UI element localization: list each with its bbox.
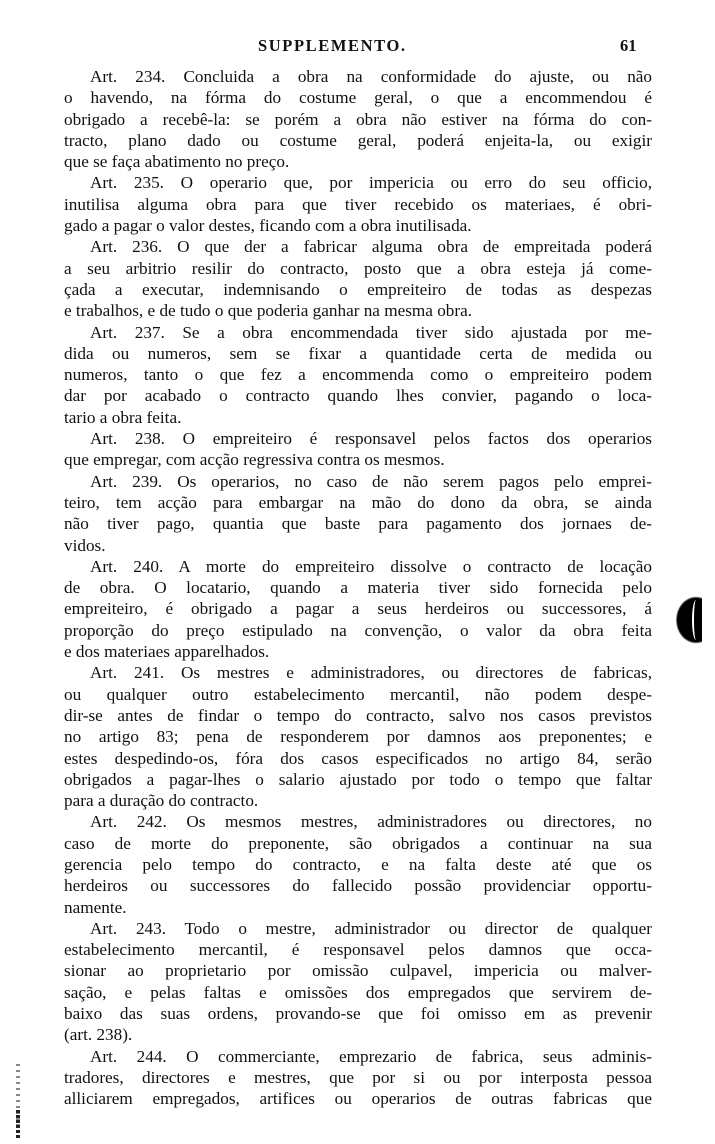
- line-text: estes despedindo-os, fóra dos casos especificados no artigo 84, serão: [64, 748, 652, 768]
- text-line: [64, 918, 652, 939]
- line-text: estabelecimento mercantil, é responsavel pelos damnos que occa-: [64, 940, 652, 960]
- line-text: dir-se antes de findar o tempo do contracto, salvo nos casos previstos: [64, 705, 652, 725]
- line-text: para a duração do contracto.: [64, 791, 259, 811]
- text-line: [64, 875, 652, 896]
- article-number: Art. 239.: [90, 471, 163, 491]
- line-text: sionar ao proprietario por omissão culpavel, impericia ou malver-: [64, 961, 652, 981]
- text-line: [64, 705, 652, 726]
- article-234: [64, 66, 652, 172]
- text-line: [64, 982, 652, 1003]
- line-text: sação, e pelas faltas e omissões dos empregados que servirem de-: [64, 982, 652, 1002]
- article-number: Art. 244.: [90, 1046, 167, 1066]
- line-text: (art. 238).: [64, 1025, 133, 1045]
- line-text: O operario que, por impericia ou erro do seu officio,: [180, 173, 652, 193]
- article-240: [64, 556, 652, 662]
- line-text: ou qualquer outro estabelecimento mercantil, não podem despe-: [64, 684, 652, 704]
- running-title: SUPPLEMENTO.: [258, 36, 407, 55]
- text-line: [64, 939, 652, 960]
- text-line: [64, 1024, 652, 1045]
- scan-margin-marks-dark: [16, 1110, 20, 1140]
- article-236: [64, 236, 652, 321]
- line-text: caso de morte do preponente, são obrigados a continuar na sua: [64, 833, 652, 853]
- text-line: [64, 662, 652, 683]
- article-239: [64, 471, 652, 556]
- article-number: Art. 235.: [90, 173, 164, 193]
- line-text: numeros, tanto o que fez a encommenda como o empreiteiro podem: [64, 365, 652, 385]
- text-line: [64, 194, 652, 215]
- text-line: [64, 449, 652, 470]
- line-text: no artigo 83; pena de responderem por damnos aos preponentes; e: [64, 727, 652, 747]
- page-header: [0, 36, 715, 58]
- text-line: [64, 109, 652, 130]
- text-line: [64, 833, 652, 854]
- article-238: [64, 428, 652, 471]
- line-text: a seu arbitrio resilir do contracto, posto que a obra esteja já come-: [64, 258, 652, 278]
- article-number: Art. 238.: [90, 429, 165, 449]
- text-line: [64, 598, 652, 619]
- article-number: Art. 242.: [90, 812, 167, 832]
- text-line: [64, 1067, 652, 1088]
- text-line: [64, 66, 652, 87]
- text-line: [64, 1088, 652, 1109]
- text-line: [64, 854, 652, 875]
- text-line: [64, 151, 652, 172]
- line-text: que empregar, com acção regressiva contra os mesmos.: [64, 450, 445, 470]
- text-line: [64, 300, 652, 321]
- line-text: Os operarios, no caso de não serem pagos pelo emprei-: [177, 471, 652, 491]
- line-text: O empreiteiro é responsavel pelos factos dos operarios: [182, 429, 652, 449]
- line-text: obrigado a recebê-la: se porém a obra não estiver na fórma do con-: [64, 109, 652, 129]
- text-line: [64, 556, 652, 577]
- article-237: [64, 322, 652, 428]
- page-body: [64, 66, 652, 1110]
- text-line: [64, 577, 652, 598]
- text-line: [64, 790, 652, 811]
- text-line: [64, 811, 652, 832]
- article-241: [64, 662, 652, 811]
- text-line: [64, 215, 652, 236]
- line-text: O commerciante, emprezario de fabrica, seus adminis-: [186, 1046, 652, 1066]
- line-text: tracto, plano dado ou costume geral, poderá enjeita-la, ou exigir: [64, 130, 652, 150]
- line-text: Concluida a obra na conformidade do ajuste, ou não: [183, 67, 653, 86]
- article-number: Art. 243.: [90, 918, 167, 938]
- page-number: 61: [620, 36, 637, 55]
- line-text: dida ou numeros, sem se fixar a quantidade certa de medida ou: [64, 343, 652, 363]
- line-text: Os mesmos mestres, administradores ou directores, no: [186, 812, 652, 832]
- text-line: [64, 492, 652, 513]
- text-line: [64, 130, 652, 151]
- text-line: [64, 620, 652, 641]
- line-text: namente.: [64, 897, 127, 917]
- text-line: [64, 769, 652, 790]
- text-line: [64, 428, 652, 449]
- text-line: [64, 1046, 652, 1067]
- line-text: alliciarem empregados, artifices ou operarios de outras fabricas que: [64, 1089, 652, 1109]
- line-text: gerencia pelo tempo do contracto, e na falta deste até que os: [64, 854, 652, 874]
- article-244: [64, 1046, 652, 1110]
- line-text: tradores, directores e mestres, que por si ou por interposta pessoa: [64, 1067, 652, 1087]
- article-number: Art. 241.: [90, 663, 165, 683]
- text-line: [64, 641, 652, 662]
- line-text: que se faça abatimento no preço.: [64, 152, 290, 172]
- line-text: de obra. O locatario, quando a materia tiver sido fornecida pelo: [64, 578, 652, 598]
- line-text: A morte do empreiteiro dissolve o contracto de locação: [178, 556, 652, 576]
- line-text: herdeiros ou successores do fallecido possão providenciar opportu-: [64, 876, 652, 896]
- line-text: e dos materiaes apparelhados.: [64, 642, 270, 662]
- article-number: Art. 236.: [90, 237, 163, 257]
- text-line: [64, 385, 652, 406]
- scan-edge-artifact: [672, 592, 702, 648]
- line-text: empreiteiro, é obrigado a pagar a seus herdeiros ou successores, á: [64, 599, 652, 619]
- line-text: Todo o mestre, administrador ou director de qualquer: [184, 918, 652, 938]
- text-line: [64, 172, 652, 193]
- line-text: baixo das suas ordens, provando-se que foi omisso em as prevenir: [64, 1004, 652, 1024]
- text-line: [64, 364, 652, 385]
- text-line: [64, 748, 652, 769]
- line-text: tario a obra feita.: [64, 407, 182, 427]
- text-line: [64, 897, 652, 918]
- article-number: Art. 240.: [90, 556, 164, 576]
- article-number: Art. 237.: [90, 322, 165, 342]
- line-text: Os mestres e administradores, ou directores de fabricas,: [180, 663, 652, 683]
- text-line: [64, 322, 652, 343]
- article-243: [64, 918, 652, 1046]
- text-line: [64, 960, 652, 981]
- text-line: [64, 726, 652, 747]
- article-number: Art. 234.: [90, 67, 166, 86]
- line-text: obrigados a pagar-lhes o salario ajustado por todo o tempo que faltar: [64, 769, 652, 789]
- text-line: [64, 407, 652, 428]
- line-text: proporção do preço estipulado na convenção, o valor da obra feita: [64, 620, 652, 640]
- line-text: O que der a fabricar alguma obra de empreitada poderá: [177, 237, 653, 257]
- line-text: çada a executar, indemnisando o empreiteiro de todas as despezas: [64, 279, 652, 299]
- text-line: [64, 513, 652, 534]
- line-text: inutilisa alguma obra para que tiver recebido os materiaes, é obri-: [64, 194, 652, 214]
- text-line: [64, 471, 652, 492]
- line-text: teiro, tem acção para embargar na mão do dono da obra, se ainda: [64, 492, 652, 512]
- text-line: [64, 279, 652, 300]
- text-line: [64, 343, 652, 364]
- text-line: [64, 535, 652, 556]
- line-text: vidos.: [64, 535, 106, 555]
- text-line: [64, 684, 652, 705]
- line-text: Se a obra encommendada tiver sido ajustada por me-: [182, 322, 652, 342]
- article-242: [64, 811, 652, 917]
- line-text: gado a pagar o valor destes, ficando com a obra inutilisada.: [64, 216, 472, 236]
- line-text: dar por acabado o contracto quando lhes convier, pagando o loca-: [64, 386, 652, 406]
- text-line: [64, 258, 652, 279]
- text-line: [64, 87, 652, 108]
- text-line: [64, 1003, 652, 1024]
- article-235: [64, 172, 652, 236]
- line-text: não tiver pago, quantia que baste para pagamento dos jornaes de-: [64, 514, 652, 534]
- line-text: o havendo, na fórma do costume geral, o que a encommendou é: [64, 88, 652, 108]
- text-line: [64, 236, 652, 257]
- line-text: e trabalhos, e de tudo o que poderia ganhar na mesma obra.: [64, 301, 473, 321]
